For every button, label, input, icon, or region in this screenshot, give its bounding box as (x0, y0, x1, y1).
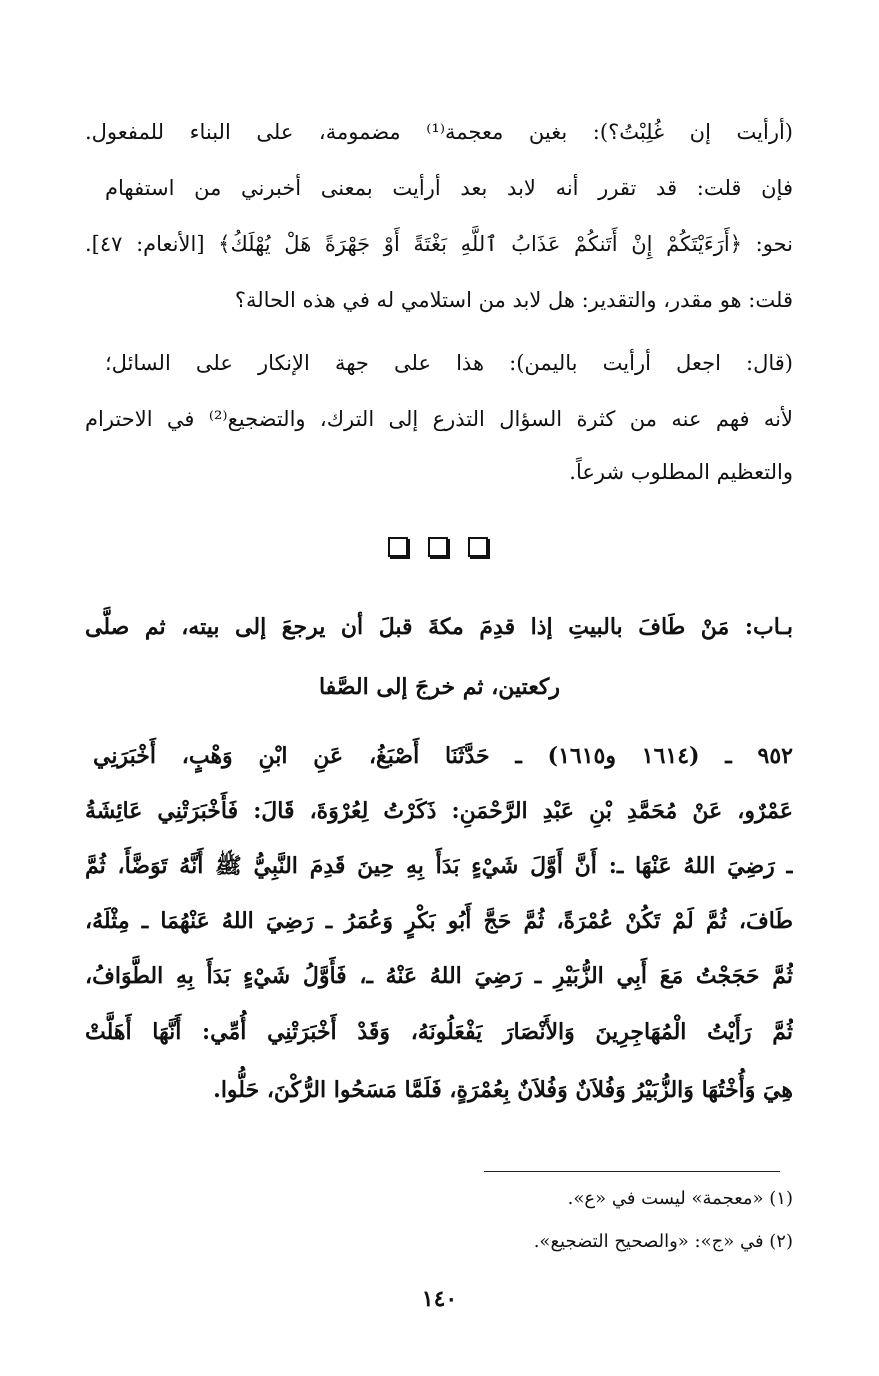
hadith-line-2: عَمْرٌو، عَنْ مُحَمَّدِ بْنِ عَبْدِ الرَّحْمَنِ: ذَكَرْتُ لِعُرْوَةَ، قَالَ: فَأَخْبَرَتْنِي عَائِشَةُ (85, 798, 793, 824)
page-number: ١٤٠ (421, 1286, 458, 1312)
hadith-line-3: ـ رَضِيَ اللهُ عَنْهَا ـ: أَنَّ أَوَّلَ شَيْءٍ بَدَأَ بِهِ حِينَ قَدِمَ النَّبِيُّ ﷺ أَنَّهُ تَوَضَّأَ، ثُمَّ (85, 853, 793, 879)
commentary-line-6: لأنه فهم عنه من كثرة السؤال التذرع إلى الترك، والتضجيع⁽²⁾ في الاحترام (85, 407, 793, 431)
separator-square-icon (468, 537, 488, 557)
commentary-line-2: فإن قلت: قد تقرر أنه لابد بعد أرأيت بمعنى أخبرني من استفهام (105, 176, 793, 200)
hadith-line-7: هِيَ وَأُخْتُهَا وَالزُّبَيْرُ وَفُلاَنٌ وَفُلاَنٌ بِعُمْرَةٍ، فَلَمَّا مَسَحُوا الرُّكْنَ، حَلُّوا. (213, 1077, 793, 1103)
commentary-line-4: قلت: هو مقدر، والتقدير: هل لابد من استلامي له في هذه الحالة؟ (234, 288, 793, 312)
hadith-line-4: طَافَ، ثُمَّ لَمْ تَكُنْ عُمْرَةً، ثُمَّ حَجَّ أَبُو بَكْرٍ وَعُمَرُ ـ رَضِيَ اللهُ عَنْهُمَا ـ مِثْلَهُ، (85, 908, 793, 934)
chapter-heading-line-1: بـاب: مَنْ طَافَ بالبيتِ إذا قدِمَ مكةَ قبلَ أن يرجعَ إلى بيته، ثم صلَّى (85, 614, 793, 640)
hadith-line-1: ٩٥٢ ـ (١٦١٤ و١٦١٥) ـ حَدَّثَنَا أَصْبَغُ، عَنِ ابْنِ وَهْبٍ، أَخْبَرَنِي (93, 743, 793, 769)
separator-square-icon (388, 537, 408, 557)
chapter-heading-line-2: ركعتين، ثم خرجَ إلى الصَّفا (318, 674, 561, 700)
commentary-line-3: نحو: ﴿أَرَءَيْتَكُمْ إِنْ أَتَنكُمْ عَذَابُ ٱللَّهِ بَغْتَةً أَوْ جَهْرَةً هَلْ يُهْلَكُ﴾ [الأنعام: ٤٧]. (85, 232, 793, 256)
commentary-line-5: (قال: اجعل أرأيت باليمن): هذا على جهة الإنكار على السائل؛ (105, 351, 793, 375)
footnote-divider (484, 1171, 780, 1172)
footnote-1: (١) «معجمة» ليست في «ع». (567, 1188, 793, 1209)
section-separator (388, 533, 488, 561)
commentary-line-7: والتعظيم المطلوب شرعاً. (569, 460, 793, 484)
hadith-line-5: ثُمَّ حَجَجْتُ مَعَ أَبِي الزُّبَيْرِ ـ رَضِيَ اللهُ عَنْهُ ـ، فَأَوَّلُ شَيْءٍ بَدَأَ بِهِ الطَّوَافُ، (85, 963, 793, 989)
separator-square-icon (428, 537, 448, 557)
footnote-2: (٢) في «ج»: «والصحيح التضجيع». (533, 1231, 793, 1252)
hadith-line-6: ثُمَّ رَأَيْتُ الْمُهَاجِرِينَ وَالأَنْصَارَ يَفْعَلُونَهُ، وَقَدْ أَخْبَرَتْنِي أُمِّي: أَنَّهَا أَهَلَّتْ (85, 1019, 793, 1045)
commentary-line-1: (أرأيت إن غُلِبْتُ؟): بغين معجمة⁽¹⁾ مضمومة، على البناء للمفعول. (85, 120, 793, 144)
